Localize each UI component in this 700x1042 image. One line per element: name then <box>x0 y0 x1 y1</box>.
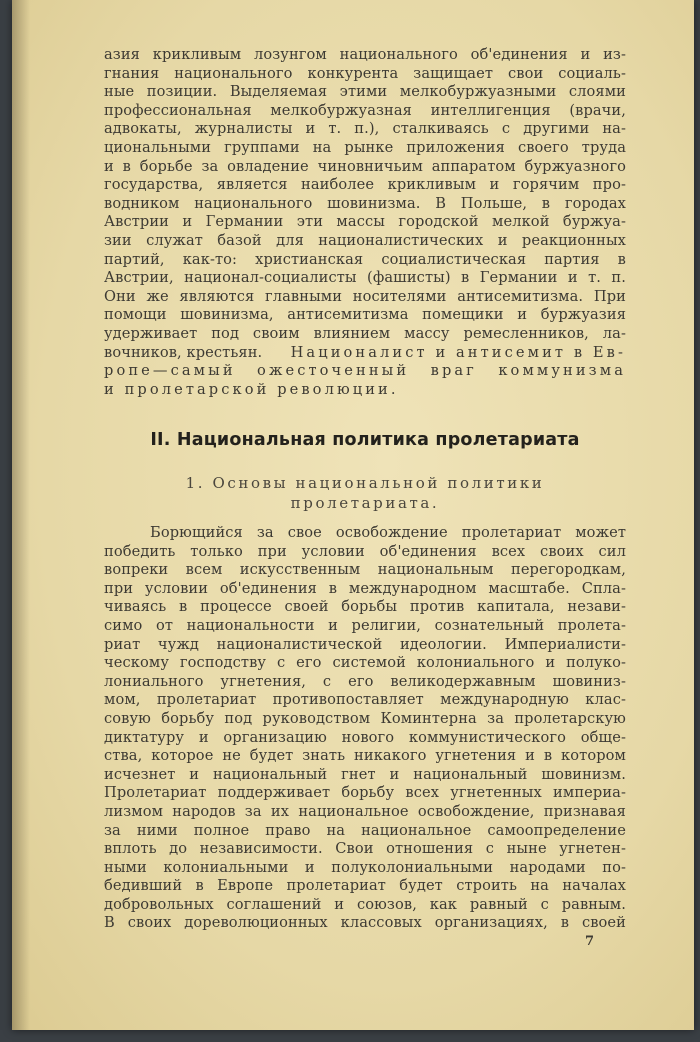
text-line: совую борьбу под руководством Коминтерна за пролетарскую <box>104 709 626 727</box>
spaced-emphasis-line: и пролетарской революции. <box>104 380 399 398</box>
text-line: и в борьбе за овладение чиновничьим аппаратом буржуазного <box>104 157 626 175</box>
text-line: гнания национального конкурента защищает свои социаль- <box>104 64 626 82</box>
text-line: исчезнет и национальный гнет и национальный шовинизм. <box>104 765 626 783</box>
text-line: адвокаты, журналисты и т. п.), сталкиваясь с другими на- <box>104 120 626 138</box>
text-line: удерживает под своим влиянием массу ремесленников, ла- <box>104 324 626 342</box>
text-line: чиваясь в процессе своей борьбы против капитала, незави- <box>104 598 626 616</box>
text-line: ные позиции. Выделяемая этими мелкобуржуазными слоями <box>104 83 626 101</box>
text-line: Австрии, национал-социалисты (фашисты) в Германии и т. п. <box>104 269 626 287</box>
text-line: Они же являются главными носителями антисемитизма. При <box>104 287 626 305</box>
text-line: профессиональная мелкобуржуазная интеллигенция (врачи, <box>104 101 626 119</box>
text-segment: вочников, крестьян. <box>104 343 263 361</box>
text-line: зии служат базой для националистических и реакционных <box>104 231 626 249</box>
text-line: вопреки всем искусственным национальным перегородкам, <box>104 561 626 579</box>
text-line: вплоть до независимости. Свои отношения с ныне угнетен- <box>104 840 626 858</box>
text-line: ческому господству с его системой колониального и полуко- <box>104 654 626 672</box>
text-line: лониального угнетения, с его великодержавным шовиниз- <box>104 672 626 690</box>
text-line: за ними полное право на национальное самоопределение <box>104 821 626 839</box>
text-line: помощи шовинизма, антисемитизма помещики и буржуазия <box>104 306 626 324</box>
text-line: мом, пролетариат противопоставляет международную клас- <box>104 691 626 709</box>
text-line: победить только при условии об'единения всех своих сил <box>104 542 626 560</box>
text-line <box>104 344 626 363</box>
book-page <box>12 0 694 1030</box>
text-line: Пролетариат поддерживает борьбу всех угнетенных империа- <box>104 784 626 802</box>
text-line: риат чужд националистической идеологии. Империалисти- <box>104 635 626 653</box>
paragraph-continued <box>104 46 626 399</box>
paragraph-main <box>104 524 626 933</box>
text-line: партий, как-то: христианская социалистическая партия в <box>104 250 626 268</box>
section-heading: II. Национальная политика пролетариата <box>150 430 580 450</box>
spaced-emphasis-line: ропе—самый ожесточенный враг коммунизма <box>104 362 626 380</box>
text-line: циональными группами на рынке приложения своего труда <box>104 138 626 156</box>
text-line: ными колониальными и полуколониальными народами по- <box>104 858 626 876</box>
page-number: 7 <box>584 934 594 949</box>
text-line: при условии об'единения в международном масштабе. Спла- <box>104 579 626 597</box>
spaced-emphasis-text: Националист и антисемит в Ев- <box>290 343 626 361</box>
text-line: водником национального шовинизма. В Польше, в городах <box>104 194 626 212</box>
page-gutter-shadow <box>12 0 30 1030</box>
text-line: азия крикливым лозунгом национального об'единения и из- <box>104 46 626 63</box>
subheading-line-2: пролетариата. <box>290 493 440 512</box>
text-line: ства, которое не будет знать никакого угнетения и в котором <box>104 747 626 765</box>
text-line: симо от национальности и религии, сознательный пролета- <box>104 616 626 634</box>
text-line: лизмом народов за их национальное освобождение, признавая <box>104 802 626 820</box>
text-line: Австрии и Германии эти массы городской мелкой буржуа- <box>104 213 626 231</box>
text-line: диктатуру и организацию нового коммунистического обще- <box>104 728 626 746</box>
text-line: государства, является наиболее крикливым и горячим про- <box>104 176 626 194</box>
subsection-heading <box>104 474 626 513</box>
text-line: добровольных соглашений и союзов, как равный с равным. <box>104 895 626 913</box>
subheading-line-1: 1. Основы национальной политики <box>185 474 545 492</box>
text-line: В своих дореволюционных классовых организациях, в своей <box>104 914 626 932</box>
text-line: бедивший в Европе пролетариат будет строить на началах <box>104 877 626 895</box>
text-line: Борющийся за свое освобождение пролетариат может <box>150 524 626 541</box>
